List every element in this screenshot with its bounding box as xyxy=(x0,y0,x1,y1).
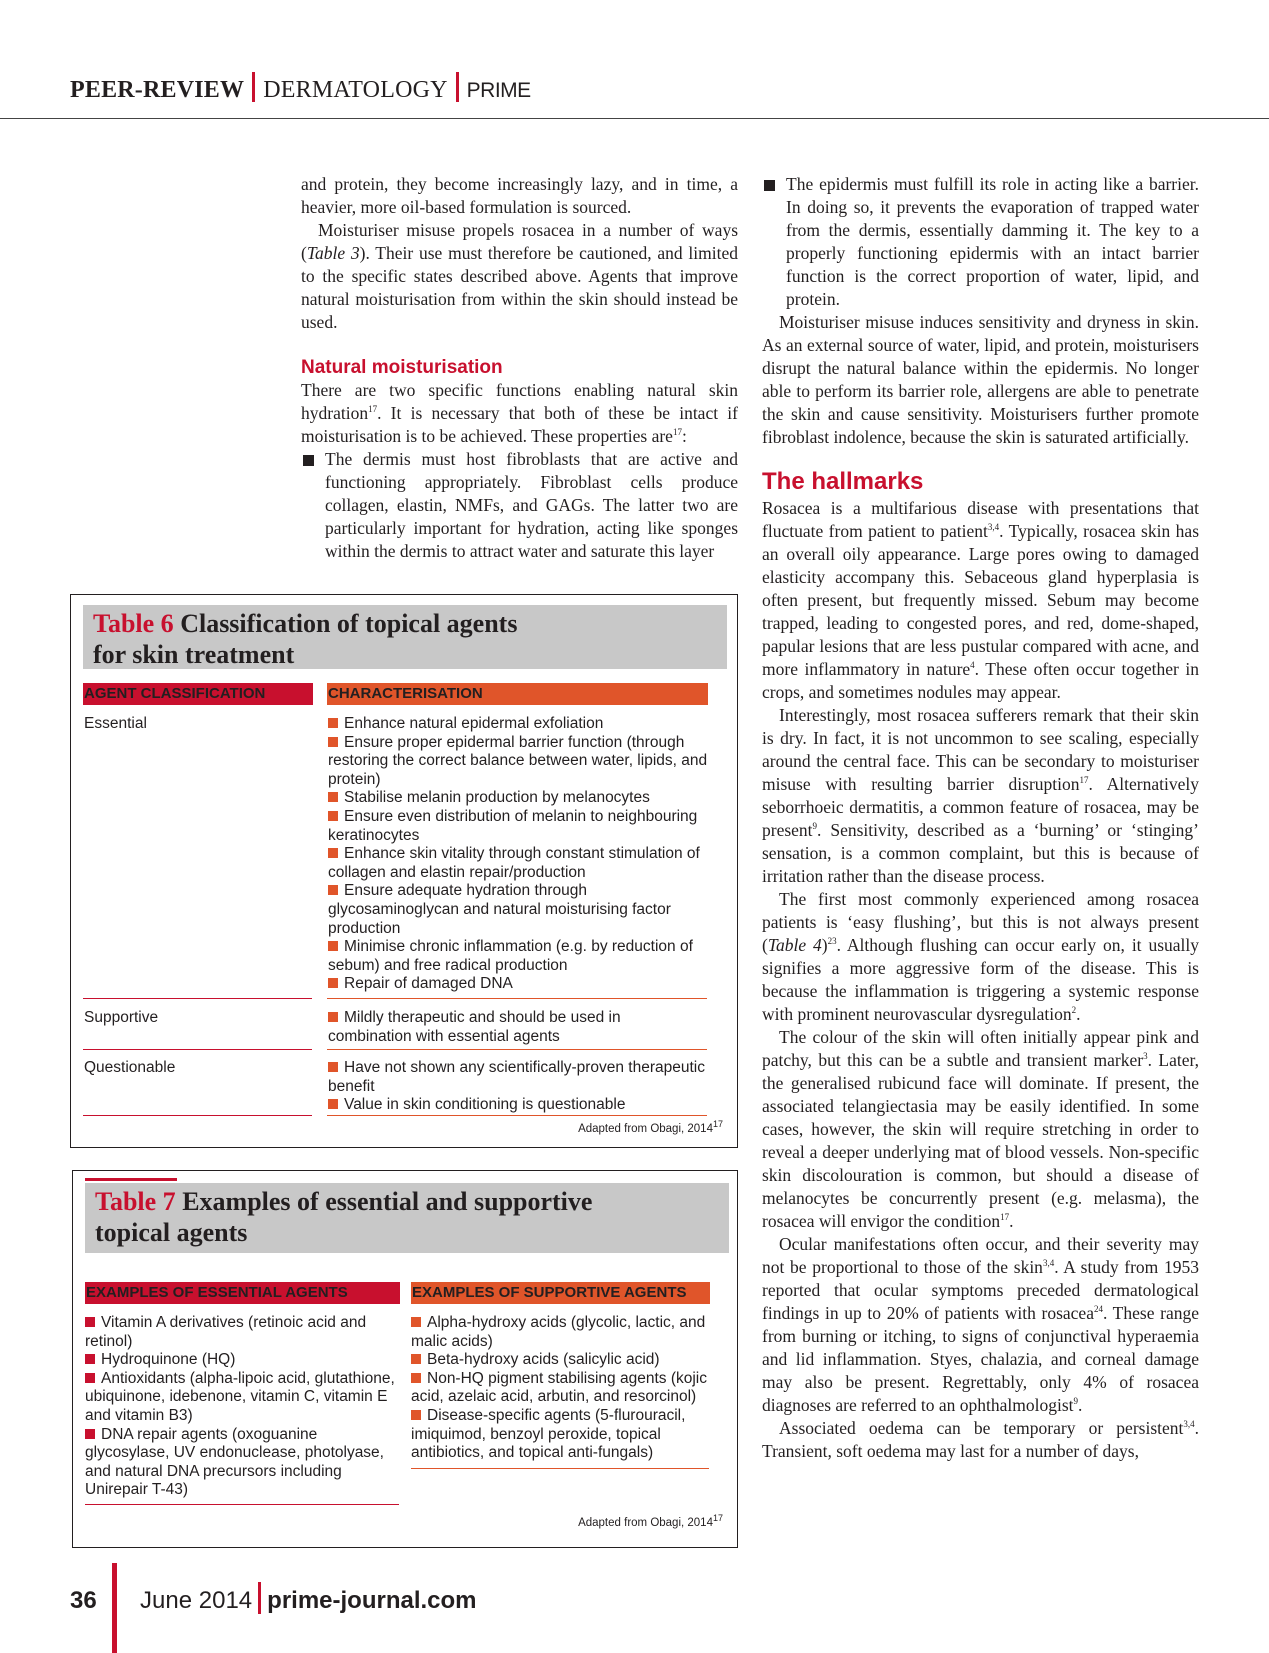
list-item: Value in skin conditioning is questionable xyxy=(328,1096,708,1115)
list-item: Disease-specific agents (5-flurouracil, imiquimod, benzoyl peroxide, topical antibiotics, and topical anti-fungals) xyxy=(411,1406,686,1462)
list-item: Repair of damaged DNA xyxy=(328,975,708,994)
list-item: Hydroquinone (HQ) xyxy=(85,1351,399,1370)
column-cell xyxy=(85,1314,399,1500)
paragraph: The colour of the skin will often initially appear pink and patchy, but this can be a subtle and transient marker$^3$. Later, the generalised rubicund face will dominate. If present, the associated telangiectasia may be easily identified. In some cases, however, the skin will require stretching in order to reveal a deeper underlying mat of blood vessels. Non-specific skin discolouration is common, but should a disease of melanocytes be concurrently present (e.g. melasma), the rosacea will envigor the condition$^{17}$. xyxy=(762,1027,1199,1231)
section-heading: Natural moisturisation xyxy=(301,357,503,378)
bullet-square-icon xyxy=(411,1354,421,1364)
row-label: Supportive xyxy=(84,1009,159,1026)
bullet-square-icon xyxy=(411,1410,421,1420)
bullet-square-icon xyxy=(85,1373,95,1383)
bullet-square-icon xyxy=(328,1099,338,1109)
paragraph: Associated oedema can be temporary or persistent$^{3,4}$. Transient, soft oedema may last for a number of days, xyxy=(762,1418,1199,1461)
bullet-square-icon xyxy=(303,455,314,466)
bullet-square-icon xyxy=(85,1354,95,1364)
column-cell xyxy=(411,1314,711,1463)
bullet-square-icon xyxy=(328,737,338,747)
paragraph: Moisturiser misuse propels rosacea in a number of ways (Table 3). Their use must therefore be cautioned, and limited to the specific states described above. Agents that improve natural moisturisation from within the skin should instead be used. xyxy=(301,220,738,332)
bullet-square-icon xyxy=(411,1317,421,1327)
table-source: Adapted from Obagi, 2014$^{17}$ xyxy=(578,1513,723,1529)
header-brand: PRIME xyxy=(466,79,531,102)
column-header: CHARACTERISATION xyxy=(327,683,708,705)
left-column xyxy=(301,173,738,563)
table-7 xyxy=(72,1170,738,1548)
column-header: AGENT CLASSIFICATION xyxy=(83,683,313,705)
list-item: Ensure proper epidermal barrier function (through restoring the correct balance between water, lipids, and protein) xyxy=(328,733,708,788)
list-item: Alpha-hydroxy acids (glycolic, lactic, and malic acids) xyxy=(411,1314,706,1350)
accent-bar xyxy=(85,1178,177,1181)
row-divider xyxy=(83,1049,312,1050)
header-section: PEER-REVIEW xyxy=(70,77,245,103)
list-item: Ensure adequate hydration through glycosaminoglycan and natural moisturising factor production xyxy=(328,882,671,937)
header-divider xyxy=(456,72,459,102)
bullet-square-icon xyxy=(328,1062,338,1072)
table-6 xyxy=(70,594,738,1148)
site-link[interactable]: prime-journal.com xyxy=(267,1587,477,1614)
table-reference: Table 4 xyxy=(767,935,822,955)
row-label: Questionable xyxy=(84,1059,176,1076)
bullet-square-icon xyxy=(328,811,338,821)
table-title: Table 7 Examples of essential and supportive topical agents xyxy=(85,1183,729,1253)
row-divider xyxy=(83,1115,312,1116)
list-item: Non-HQ pigment stabilising agents (kojic acid, azelaic acid, arbutin, and resorcinol) xyxy=(411,1369,707,1406)
paragraph: Moisturiser misuse induces sensitivity and dryness in skin. As an external source of water, lipid, and protein, moisturisers disrupt the natural balance within the epidermis. No longer able to perform its barrier role, allergens are able to penetrate the skin and cause sensitivity. Moisturisers further promote fibroblast indolence, because the skin is saturated artificially. xyxy=(762,312,1199,447)
paragraph: Interestingly, most rosacea sufferers remark that their skin is dry. In fact, it is not uncommon to see scaling, especially around the central face. This can be secondary to moisturiser misuse with resulting barrier disruption$^{17}$. Alternatively seborrhoeic dermatitis, a common feature of rosacea, may be present$^9$. Sensitivity, described as a ‘burning’ or ‘stinging’ sensation, is a common complaint, but this is because of irritation rather than the disease process. xyxy=(762,705,1199,886)
bullet-square-icon xyxy=(85,1429,95,1439)
right-column xyxy=(762,173,1199,1463)
bullet-square-icon xyxy=(328,848,338,858)
header-rule xyxy=(0,118,1269,119)
paragraph: The first most commonly experienced among rosacea patients is ‘easy flushing’, but this is not always present (Table 4)$^{23}$. Although flushing can occur early on, it usually signifies a more aggressive form of the disease. This is because the inflammation is triggering a systemic response with prominent neurovascular dysregulation$^2$. xyxy=(762,889,1199,1024)
list-item: Minimise chronic inflammation (e.g. by reduction of sebum) and free radical production xyxy=(328,938,693,974)
bullet-item: The dermis must host fibroblasts that are active and functioning appropriately. Fibroblast cells produce collagen, elastin, NMFs, and GAGs. The latter two are particularly important for hydration, acting like sponges within the dermis to attract water and saturate this layer xyxy=(301,448,738,563)
table-title: Table 6 Classification of topical agents for skin treatment xyxy=(83,605,727,669)
bullet-square-icon xyxy=(328,718,338,728)
paragraph: Ocular manifestations often occur, and their severity may not be proportional to those of the skin$^{3,4}$. A study from 1953 reported that ocular symptoms preceded dermatological findings in up to 20% of patients with rosacea$^{24}$. These range from burning or itching, to signs of conjunctival hyperaemia and lid inflammation. Styes, chalazia, and corneal damage may also be present. Regrettably, only 4% of rosacea diagnoses are referred to an ophthalmologist$^9$. xyxy=(762,1234,1199,1415)
row-divider xyxy=(411,1468,709,1469)
list-item: Have not shown any scientifically-proven therapeutic benefit xyxy=(328,1059,705,1095)
column-header: EXAMPLES OF ESSENTIAL AGENTS xyxy=(85,1282,400,1304)
row-label: Essential xyxy=(84,715,147,732)
table-source: Adapted from Obagi, 2014$^{17}$ xyxy=(578,1119,723,1135)
list-item: DNA repair agents (oxoguanine glycosylase, UV endonuclease, photolyase, and natural DNA precursors including Unirepair T-43) xyxy=(85,1425,384,1499)
table-reference: Table 3 xyxy=(306,243,360,263)
issue-date: June 2014 xyxy=(140,1587,253,1614)
row-divider xyxy=(85,1504,399,1505)
header-divider xyxy=(252,72,255,102)
list-item: Antioxidants (alpha-lipoic acid, glutathione, ubiquinone, idebenone, vitamin C, vitamin E and vitamin B3) xyxy=(85,1369,395,1424)
row-cell xyxy=(328,715,708,994)
row-divider xyxy=(327,1049,707,1050)
section-heading: The hallmarks xyxy=(762,468,924,495)
bullet-square-icon xyxy=(411,1373,421,1383)
list-item: Stabilise melanin production by melanocytes xyxy=(328,789,708,808)
list-item: Beta-hydroxy acids (salicylic acid) xyxy=(411,1351,711,1370)
bullet-square-icon xyxy=(328,1012,338,1022)
paragraph: There are two specific functions enabling natural skin hydration$^{17}$. It is necessary that both of these be intact if moisturisation is to be achieved. These properties are$^{17}$: xyxy=(301,380,738,446)
column-header: EXAMPLES OF SUPPORTIVE AGENTS xyxy=(411,1282,710,1304)
list-item: Enhance natural epidermal exfoliation xyxy=(328,715,708,734)
page-footer xyxy=(70,1582,477,1615)
bullet-square-icon xyxy=(328,792,338,802)
bullet-square-icon xyxy=(764,180,775,191)
header-specialty: DERMATOLOGY xyxy=(263,77,448,103)
bullet-square-icon xyxy=(328,885,338,895)
bullet-square-icon xyxy=(85,1317,95,1327)
row-divider xyxy=(327,998,707,999)
paragraph: and protein, they become increasingly lazy, and in time, a heavier, more oil-based formulation is sourced. xyxy=(301,174,738,217)
list-item: Enhance skin vitality through constant stimulation of collagen and elastin repair/production xyxy=(328,845,700,881)
row-divider xyxy=(83,998,312,999)
list-item: Mildly therapeutic and should be used in combination with essential agents xyxy=(328,1009,621,1045)
list-item: Ensure even distribution of melanin to neighbouring keratinocytes xyxy=(328,807,698,844)
bullet-square-icon xyxy=(328,978,338,988)
paragraph: Rosacea is a multifarious disease with presentations that fluctuate from patient to patient$^{3,4}$. Typically, rosacea skin has an overall oily appearance. Large pores owing to damaged elasticity accompany this. Sebaceous gland hyperplasia is often present, but frequently missed. Sebum may become trapped, leading to congested pores, and red, dome-shaped, papular lesions that are less pustular compared with acne, and more inflammatory in nature$^4$. These often occur together in crops, and sometimes nodules may appear. xyxy=(762,498,1199,702)
list-item: Vitamin A derivatives (retinoic acid and retinol) xyxy=(85,1314,367,1350)
running-header xyxy=(70,72,531,104)
row-divider xyxy=(327,1115,707,1116)
row-cell xyxy=(328,1059,708,1115)
row-cell xyxy=(328,1009,708,1046)
footer-divider xyxy=(258,1582,261,1614)
page-number: 36 xyxy=(70,1587,97,1614)
bullet-item: The epidermis must fulfill its role in acting like a barrier. In doing so, it prevents the evaporation of trapped water from the dermis, essentially damming it. The key to a properly functioning epidermis with an intact barrier function is the correct proportion of water, lipid, and protein. xyxy=(762,173,1199,311)
bullet-square-icon xyxy=(328,941,338,951)
